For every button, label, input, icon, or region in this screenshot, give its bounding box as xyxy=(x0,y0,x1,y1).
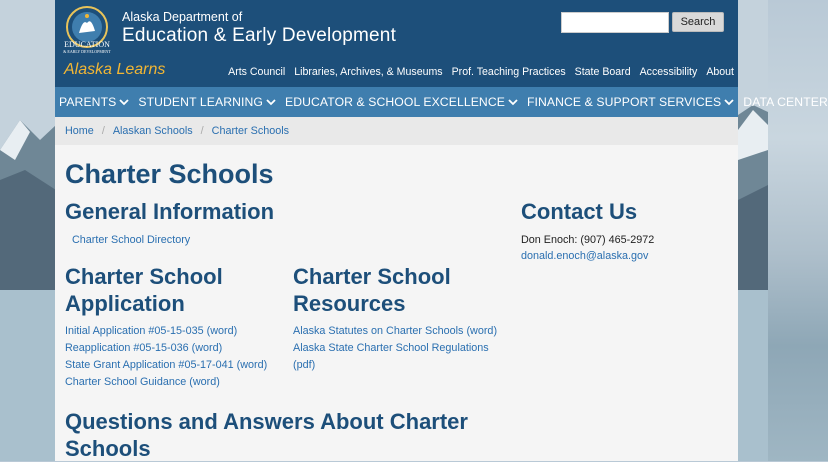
department-name-large[interactable]: Education & Early Development xyxy=(122,25,397,46)
site-header xyxy=(55,0,738,87)
nav-item-finance-support[interactable] xyxy=(527,95,734,109)
breadcrumb-charter-schools[interactable]: Charter Schools xyxy=(211,125,290,137)
utility-link-libraries[interactable]: Libraries, Archives, & Museums xyxy=(294,66,443,78)
breadcrumb xyxy=(55,117,738,145)
resources-heading: Charter School Resources xyxy=(293,264,451,316)
nav-item-educator-school-excellence[interactable] xyxy=(285,95,518,109)
search-button[interactable]: Search xyxy=(672,12,724,32)
general-info-heading: General Information xyxy=(65,199,275,224)
background-scenery-left xyxy=(0,0,56,461)
utility-link-state-board[interactable]: State Board xyxy=(574,66,631,78)
nav-item-label: PARENTS xyxy=(59,95,117,109)
charter-regulations-link[interactable]: Alaska State Charter School Regulations (pdf) xyxy=(293,342,489,371)
nav-item-student-learning[interactable] xyxy=(138,95,276,109)
search-input[interactable] xyxy=(561,12,669,33)
nav-item-data-center[interactable] xyxy=(743,95,828,109)
application-heading: Charter School Application xyxy=(65,264,223,316)
nav-item-parents[interactable] xyxy=(59,95,129,109)
utility-link-accessibility[interactable]: Accessibility xyxy=(639,66,698,78)
breadcrumb-separator: / xyxy=(200,125,204,137)
nav-item-label: STUDENT LEARNING xyxy=(138,95,263,109)
utility-nav xyxy=(228,66,734,78)
breadcrumb-separator: / xyxy=(101,125,105,137)
qa-heading: Questions and Answers About Charter Schools xyxy=(65,409,468,461)
contact-name-phone: Don Enoch: (907) 465-2972 xyxy=(521,234,655,246)
utility-link-about[interactable]: About xyxy=(706,66,734,78)
breadcrumb-alaskan-schools[interactable]: Alaskan Schools xyxy=(112,125,193,137)
contact-email-link[interactable]: donald.enoch@alaska.gov xyxy=(521,250,649,262)
nav-item-label: FINANCE & SUPPORT SERVICES xyxy=(526,95,722,109)
nav-item-label: DATA CENTER xyxy=(743,95,828,109)
breadcrumb-home[interactable]: Home xyxy=(65,125,94,137)
charter-school-directory-link[interactable]: Charter School Directory xyxy=(72,234,191,246)
logo-wordmark: EDUCATION & EARLY DEVELOPMENT xyxy=(63,40,111,54)
initial-application-link[interactable]: Initial Application #05-15-035 (word) xyxy=(65,325,238,337)
utility-link-teaching-practices[interactable]: Prof. Teaching Practices xyxy=(451,66,566,78)
chevron-down-icon xyxy=(119,97,129,107)
chevron-down-icon xyxy=(266,97,276,107)
contact-heading: Contact Us xyxy=(521,199,638,224)
alaska-learns-tagline[interactable]: Alaska Learns xyxy=(64,61,166,78)
main-nav xyxy=(55,87,828,117)
chevron-down-icon xyxy=(508,97,518,107)
nav-item-label: EDUCATOR & SCHOOL EXCELLENCE xyxy=(284,95,505,109)
charter-school-guidance-link[interactable]: Charter School Guidance (word) xyxy=(65,376,220,388)
reapplication-link[interactable]: Reapplication #05-15-036 (word) xyxy=(65,342,223,354)
chevron-down-icon xyxy=(724,97,734,107)
page-container xyxy=(55,0,828,461)
utility-link-arts-council[interactable]: Arts Council xyxy=(228,66,286,78)
background-scenery-right xyxy=(738,0,768,461)
page-title: Charter Schools xyxy=(65,159,274,189)
alaska-statutes-link[interactable]: Alaska Statutes on Charter Schools (word) xyxy=(293,325,498,337)
department-name-small: Alaska Department of xyxy=(122,10,243,24)
state-grant-application-link[interactable]: State Grant Application #05-17-041 (word) xyxy=(65,359,268,371)
